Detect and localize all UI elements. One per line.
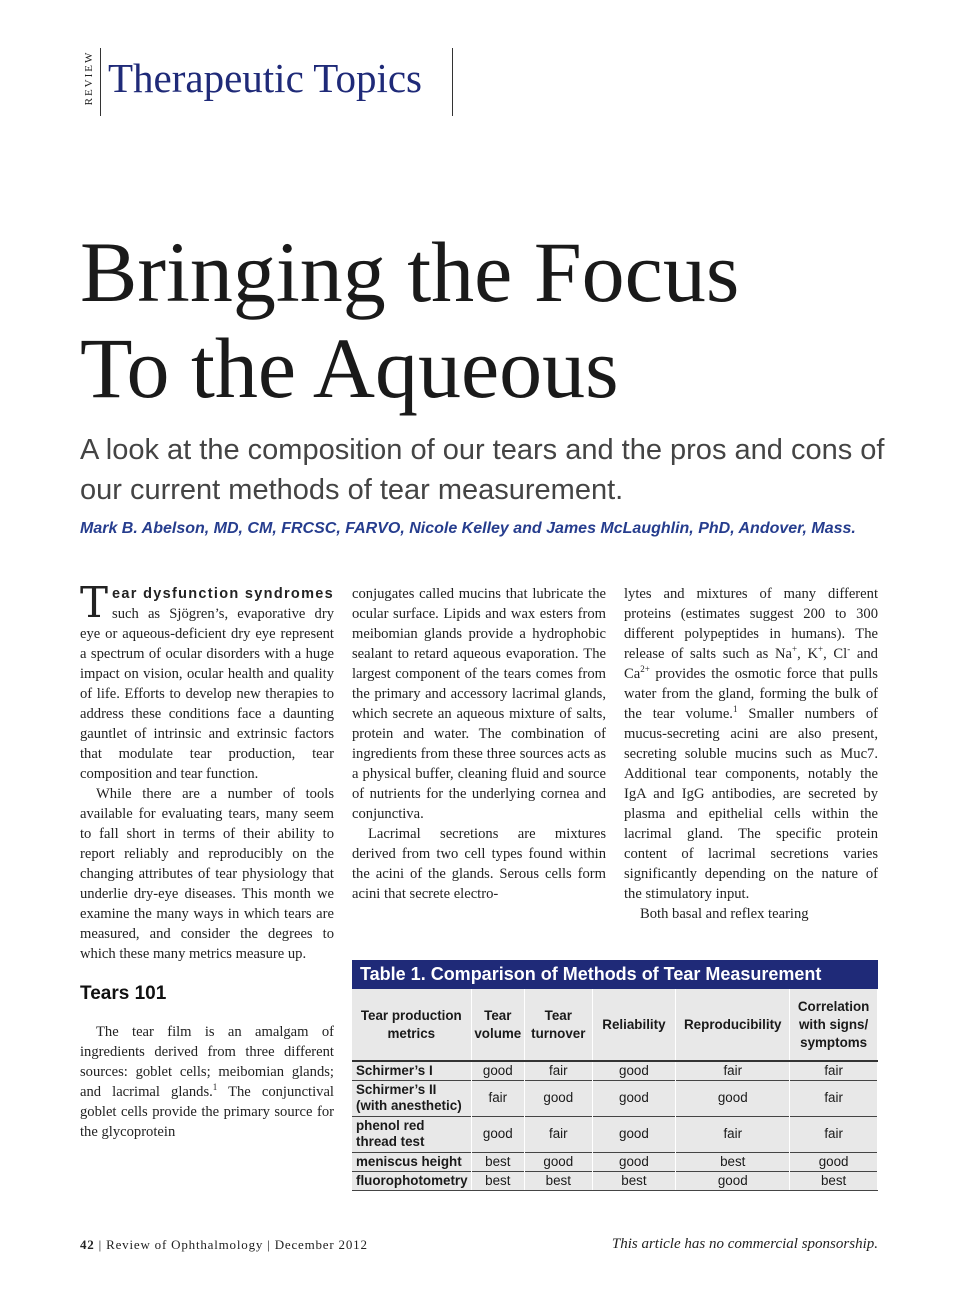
table-cell: phenol red thread test bbox=[352, 1116, 471, 1152]
table-row bbox=[352, 1080, 878, 1116]
page-footer bbox=[80, 1237, 368, 1253]
table-cell: fair bbox=[525, 1061, 593, 1080]
paragraph: conjugates called mucins that lubricate the ocular surface. Lipids and wax esters from meibomian glands provide a hydrophobic sealant to retard aqueous evaporation. The largest component of the tears comes from the primary and accessory lacrimal glands, which secrete an aqueous mixture of salts, protein and water. The combination of ingredients from these three sources acts as a physical buffer, cleaning fluid and source of nutrients for the underlying cornea and conjunctiva. bbox=[352, 586, 606, 822]
table-cell: good bbox=[790, 1152, 878, 1171]
page-number: 42 bbox=[80, 1237, 95, 1252]
column-header: Tear volume bbox=[471, 989, 524, 1061]
reference-superscript: 1 bbox=[732, 704, 738, 715]
subhead-tears-101: Tears 101 bbox=[80, 983, 167, 1004]
column-header: Reliability bbox=[592, 989, 676, 1061]
table-cell: Schirmer’s I bbox=[352, 1061, 471, 1080]
table-cell: good bbox=[471, 1061, 524, 1080]
paragraph-text: such as Sjögren’s, evaporative dry eye or aqueous-deficient dry eye represent a spectrum of ocular disorders with a huge impact on vision, ocular health and quality of life. Efforts to develop new therapies to address these conditions face a daunting gauntlet of intrinsic and extrinsic factors that modulate tear production, tear composition and tear function. bbox=[80, 606, 334, 782]
paragraph-text: provides the osmotic force that pulls water from the gland, forming the bulk of the tear volume. bbox=[624, 666, 878, 722]
column-header: Tear turnover bbox=[525, 989, 593, 1061]
table-row bbox=[352, 1171, 878, 1190]
table-cell: Schirmer’s II (with anesthetic) bbox=[352, 1080, 471, 1116]
column-header: Correlation with signs/ symptoms bbox=[790, 989, 878, 1061]
table-row bbox=[352, 1116, 878, 1152]
body-column-3 bbox=[624, 584, 878, 924]
comparison-table bbox=[352, 960, 878, 1191]
table-cell: best bbox=[592, 1171, 676, 1190]
footer-divider: | bbox=[98, 1237, 107, 1252]
table-cell: best bbox=[676, 1152, 790, 1171]
paragraph bbox=[624, 584, 878, 904]
table-row bbox=[352, 1152, 878, 1171]
table-cell: good bbox=[525, 1080, 593, 1116]
table-cell: meniscus height bbox=[352, 1152, 471, 1171]
table-cell: good bbox=[592, 1116, 676, 1152]
column-header: Reproducibility bbox=[676, 989, 790, 1061]
table-cell: best bbox=[471, 1171, 524, 1190]
reference-superscript: 1 bbox=[212, 1082, 218, 1093]
paragraph-text: and Ca bbox=[624, 646, 878, 682]
paragraph: While there are a number of tools available for evaluating tears, many seem to fall short in terms of their ability to report reliably and reproducibly on the changing attributes of tear physiology that underlie dry-eye diseases. This month we examine the many ways in which tears are measured, and consider the degrees to which these many metrics measure up. bbox=[80, 786, 334, 962]
table-cell: best bbox=[471, 1152, 524, 1171]
review-label-text: REVIEW bbox=[83, 50, 95, 106]
footer-divider: | bbox=[267, 1237, 275, 1252]
table-cell: fluorophotometry bbox=[352, 1171, 471, 1190]
superscript: 2+ bbox=[640, 664, 650, 675]
paragraph bbox=[80, 578, 334, 784]
superscript: + bbox=[817, 644, 824, 655]
sponsorship-note: This article has no commercial sponsorship. bbox=[611, 1236, 878, 1252]
review-label bbox=[78, 46, 100, 118]
article-subtitle: A look at the composition of our tears and the pros and cons of our current methods of tear measurement. bbox=[80, 434, 885, 506]
table-cell: fair bbox=[525, 1116, 593, 1152]
table-cell: fair bbox=[676, 1061, 790, 1080]
table-cell: good bbox=[592, 1152, 676, 1171]
header-divider bbox=[452, 48, 453, 116]
superscript: - bbox=[847, 644, 851, 655]
paragraph-text: The conjunctival goblet cells provide the primary source for the glycoprotein bbox=[80, 1084, 334, 1140]
table-cell: good bbox=[676, 1080, 790, 1116]
table-cell: fair bbox=[790, 1061, 878, 1080]
table-cell: good bbox=[592, 1080, 676, 1116]
table-cell: fair bbox=[471, 1080, 524, 1116]
section-title: Therapeutic Topics bbox=[108, 55, 423, 101]
table-cell: good bbox=[471, 1116, 524, 1152]
table-cell: good bbox=[525, 1152, 593, 1171]
issue-date: December 2012 bbox=[274, 1237, 368, 1252]
paragraph-text: Smaller numbers of mucus-secreting acini are also present, secreting soluble mucins such as Muc7. Additional tear components, notably the IgA and IgG antibodies, are secreted by plasma and epithelial cells within the lacrimal gland. The specific protein content of lacrimal secretions varies significantly depending on the nature of the stimulatory input. bbox=[624, 706, 878, 902]
paragraph: Lacrimal secretions are mixtures derived from two cell types found within the acini of the glands. Serous cells form acini that secrete electro- bbox=[352, 826, 606, 902]
table-cell: fair bbox=[790, 1080, 878, 1116]
paragraph bbox=[80, 1022, 334, 1142]
paragraph-text: The tear film is an amalgam of ingredients derived from three different sources: goblet cells; meibomian glands; and lacrimal glands. bbox=[80, 1024, 334, 1100]
table-row bbox=[352, 1061, 878, 1080]
lead-in: ear dysfunction syndromes bbox=[112, 586, 334, 602]
table-header-row bbox=[352, 989, 878, 1061]
table-cell: good bbox=[592, 1061, 676, 1080]
paragraph-text: , Cl bbox=[823, 646, 848, 662]
journal-name: Review of Ophthalmology bbox=[106, 1237, 264, 1252]
table-cell: fair bbox=[790, 1116, 878, 1152]
body-column-1 bbox=[80, 578, 334, 1142]
table-cell: best bbox=[790, 1171, 878, 1190]
header-divider bbox=[100, 48, 101, 116]
drop-cap: T bbox=[80, 578, 109, 627]
article-byline: Mark B. Abelson, MD, CM, FRCSC, FARVO, Nicole Kelley and James McLaughlin, PhD, Andover, Mass. bbox=[80, 520, 856, 537]
paragraph: Both basal and reflex tearing bbox=[640, 906, 809, 922]
tear-measurement-table bbox=[352, 989, 878, 1191]
paragraph-text: , K bbox=[797, 646, 818, 662]
paragraph-text: lytes and mixtures of many different proteins (estimates suggest 200 to 300 different polypeptides in humans). The release of salts such as Na bbox=[624, 586, 878, 662]
headline-line-2: To the Aqueous bbox=[80, 320, 619, 416]
column-header: Tear production metrics bbox=[352, 989, 471, 1061]
superscript: + bbox=[792, 644, 798, 655]
table-cell: fair bbox=[676, 1116, 790, 1152]
table-cell: good bbox=[676, 1171, 790, 1190]
body-column-2 bbox=[352, 584, 606, 904]
article-headline bbox=[80, 224, 880, 416]
table-cell: best bbox=[525, 1171, 593, 1190]
headline-line-1: Bringing the Focus bbox=[80, 224, 740, 320]
table-title: Table 1. Comparison of Methods of Tear Measurement bbox=[352, 960, 878, 989]
